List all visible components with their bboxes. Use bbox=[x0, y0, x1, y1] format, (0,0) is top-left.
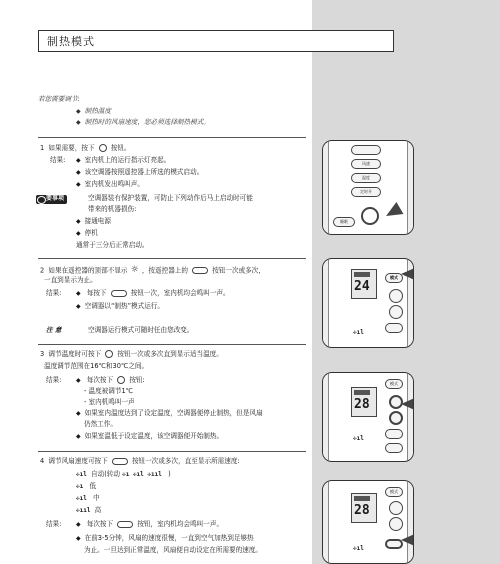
step-text-a: 如果需要，按下 bbox=[48, 144, 95, 152]
remote-edge bbox=[323, 141, 329, 234]
step-3-instruction bbox=[40, 350, 223, 360]
fan-speed-label: 低 bbox=[89, 482, 97, 490]
mode-button: 模式 bbox=[385, 273, 403, 283]
lcd-mode-bar bbox=[354, 390, 370, 395]
note-item: ◆ 停机 bbox=[76, 229, 98, 239]
fan-button-icon bbox=[112, 458, 128, 465]
fan-speed-auto bbox=[76, 470, 171, 480]
remote-button: 定时开 bbox=[351, 187, 381, 197]
fan-high-icon: ✣ııl bbox=[76, 507, 91, 514]
remote-button bbox=[351, 145, 381, 155]
note-label: 注 意 bbox=[46, 326, 62, 334]
step-number: 4 bbox=[40, 457, 45, 465]
mode-button: 模式 bbox=[385, 487, 403, 497]
step-number: 3 bbox=[40, 350, 45, 358]
step-text-a: 如果在遥控器的顶部不显示 bbox=[48, 266, 128, 275]
fan-button-icon bbox=[117, 521, 133, 528]
result-item: ◆ 在前3-5分钟，风扇的速度很慢，一直到空气加热到足够热 bbox=[76, 534, 254, 544]
down-button-icon bbox=[389, 305, 403, 319]
remote-button bbox=[385, 443, 403, 453]
result-item: ◆ 该空调器按照遥控器上所选的模式启动。 bbox=[76, 168, 203, 178]
note-text-2: 带来的机器损伤: bbox=[88, 205, 137, 213]
note-item: ◆ 接通电源 bbox=[76, 217, 111, 227]
result-item-cont: 仍然工作。 bbox=[84, 420, 117, 428]
result-text: 每次按下 bbox=[86, 520, 114, 528]
mode-button: 模式 bbox=[385, 379, 403, 389]
title-box bbox=[38, 30, 394, 52]
result-item: ◆ 室内机上的运行指示灯亮起。 bbox=[76, 156, 170, 166]
fan-speed-label: 自动(转动 bbox=[91, 470, 120, 478]
result-label: 结果: bbox=[46, 376, 62, 384]
temperature-button-icon bbox=[105, 350, 113, 358]
intro-item-2: ◆ 制热时的风扇速度，您必须选择制热模式。 bbox=[76, 118, 210, 128]
step-4-instruction bbox=[40, 457, 240, 467]
intro-heading: 若您需要调节: bbox=[38, 95, 80, 103]
fan-speed-high bbox=[76, 506, 101, 516]
step-text-c: 按钮一次或多次， bbox=[212, 266, 265, 275]
remote-edge bbox=[407, 373, 413, 461]
temp-down-button-icon bbox=[389, 411, 403, 425]
remote-edge bbox=[407, 481, 413, 563]
pointer-arrow-icon bbox=[401, 397, 414, 411]
step-text-a: 调节风扇速度可按下 bbox=[48, 457, 108, 465]
intro-item-1: ◆ 制热温度 bbox=[76, 107, 111, 117]
remote-illustration-4 bbox=[322, 480, 414, 564]
remote-lcd bbox=[351, 493, 377, 523]
lcd-temperature: 28 bbox=[354, 503, 370, 518]
step-text-b: 按钮。 bbox=[110, 144, 131, 152]
fan-low-icon: ✣ı bbox=[76, 483, 84, 490]
step-text-d: 一直到显示为止。 bbox=[44, 276, 97, 284]
result-item: ◆ 空调器以“制热”模式运行。 bbox=[76, 302, 164, 312]
step-text-b: 按钮一次或多次，直至显示所需速度: bbox=[131, 457, 240, 465]
result-item bbox=[76, 520, 223, 530]
divider bbox=[38, 258, 306, 259]
step-text-a: 调节温度时可按下 bbox=[48, 350, 102, 358]
step-text-b: ，按遥控器上的 bbox=[141, 266, 188, 275]
power-button-icon bbox=[361, 207, 379, 225]
lcd-mode-bar bbox=[354, 272, 370, 277]
pointer-arrow-icon bbox=[401, 533, 414, 547]
divider bbox=[38, 451, 306, 452]
fan-speed-label: ) bbox=[168, 470, 171, 478]
mode-button-icon bbox=[111, 290, 127, 297]
lcd-temperature: 28 bbox=[354, 397, 370, 412]
power-button-icon bbox=[99, 144, 107, 152]
result-item: ◆ 如果室内温度达到了设定温度，空调器便停止制热，但是风扇 bbox=[76, 409, 263, 419]
up-button-icon bbox=[389, 501, 403, 515]
fan-indicator-icon: ✣ıl bbox=[353, 545, 364, 552]
remote-edge bbox=[407, 141, 413, 234]
divider bbox=[38, 344, 306, 345]
remote-edge bbox=[323, 259, 329, 347]
result-item: ◆ 室内机发出鸣叫声。 bbox=[76, 180, 144, 190]
result-item bbox=[76, 289, 230, 299]
fan-speed-label: 中 bbox=[93, 494, 100, 502]
fan-mid-icon: ✣ıl bbox=[76, 495, 87, 502]
sub-item: - 室内机鸣叫一声 bbox=[84, 398, 135, 406]
result-text: 按钮，室内机均会鸣叫一声。 bbox=[137, 520, 224, 528]
remote-edge bbox=[323, 481, 329, 563]
note-text: 空调器运行模式可随时任由您改变。 bbox=[88, 326, 194, 334]
result-text: 每按下 bbox=[86, 289, 107, 297]
result-label: 结果: bbox=[50, 156, 66, 164]
remote-edge bbox=[323, 373, 329, 461]
fan-auto-icon: ✣ıl bbox=[76, 471, 87, 478]
temperature-button-icon bbox=[117, 376, 125, 384]
remote-illustration-3 bbox=[322, 372, 414, 462]
mode-button-icon bbox=[192, 267, 208, 274]
remote-button bbox=[385, 429, 403, 439]
step-number: 1 bbox=[40, 144, 45, 152]
remote-button: 风速 bbox=[351, 159, 381, 169]
note-tail: 通常于三分后正常启动。 bbox=[76, 241, 149, 249]
step-number: 2 bbox=[40, 266, 45, 275]
range-text: 温度调节范围在16℃和30℃之间。 bbox=[44, 362, 149, 370]
heat-sun-icon: ☼ bbox=[130, 265, 139, 275]
remote-button: 睡眠 bbox=[333, 217, 355, 227]
remote-illustration-2 bbox=[322, 258, 414, 348]
pointer-arrow-icon bbox=[401, 267, 414, 281]
remote-button bbox=[385, 323, 403, 333]
remote-lcd bbox=[351, 387, 377, 417]
pointer-arrow-icon bbox=[383, 202, 404, 222]
sub-item: - 温度被调节1℃ bbox=[84, 387, 134, 395]
up-button-icon bbox=[389, 289, 403, 303]
fan-indicator-icon: ✣ıl bbox=[353, 435, 364, 442]
result-text: 每次按下 bbox=[86, 376, 114, 384]
note-label: 要事项 bbox=[36, 195, 67, 204]
step-text-b: 按钮一次或多次直到显示适当温度。 bbox=[117, 350, 223, 358]
result-text: 按钮: bbox=[129, 376, 145, 384]
page-title: 制热模式 bbox=[47, 35, 95, 48]
fan-cycle-icon: ✣ı ✣ıl ✣ııl bbox=[122, 471, 162, 478]
remote-illustration-1 bbox=[322, 140, 414, 235]
fan-indicator-icon: ✣ıl bbox=[353, 329, 364, 336]
result-item: ◆ 如果室温低于设定温度，该空调器便开始制热。 bbox=[76, 432, 223, 442]
remote-button: 温度 bbox=[351, 173, 381, 183]
result-label: 结果: bbox=[46, 520, 62, 528]
down-button-icon bbox=[389, 517, 403, 531]
result-item bbox=[76, 376, 145, 386]
fan-speed-mid bbox=[76, 494, 100, 504]
result-text: 按钮一次，室内机均会鸣叫一声。 bbox=[130, 289, 230, 297]
lcd-mode-bar bbox=[354, 496, 370, 501]
lcd-temperature: 24 bbox=[354, 279, 370, 294]
fan-speed-low bbox=[76, 482, 96, 492]
result-label: 结果: bbox=[46, 289, 62, 297]
divider bbox=[38, 137, 306, 138]
fan-speed-label: 高 bbox=[94, 506, 102, 514]
step-1-instruction bbox=[40, 144, 131, 154]
result-item-cont: 为止。一旦达到正常温度，风扇便自动设定在所需要的速度。 bbox=[84, 546, 263, 554]
remote-lcd bbox=[351, 269, 377, 299]
note-text-1: 空调器装有保护装置，可防止下列动作后马上启动时可能 bbox=[88, 194, 253, 202]
important-note-badge bbox=[36, 194, 67, 204]
